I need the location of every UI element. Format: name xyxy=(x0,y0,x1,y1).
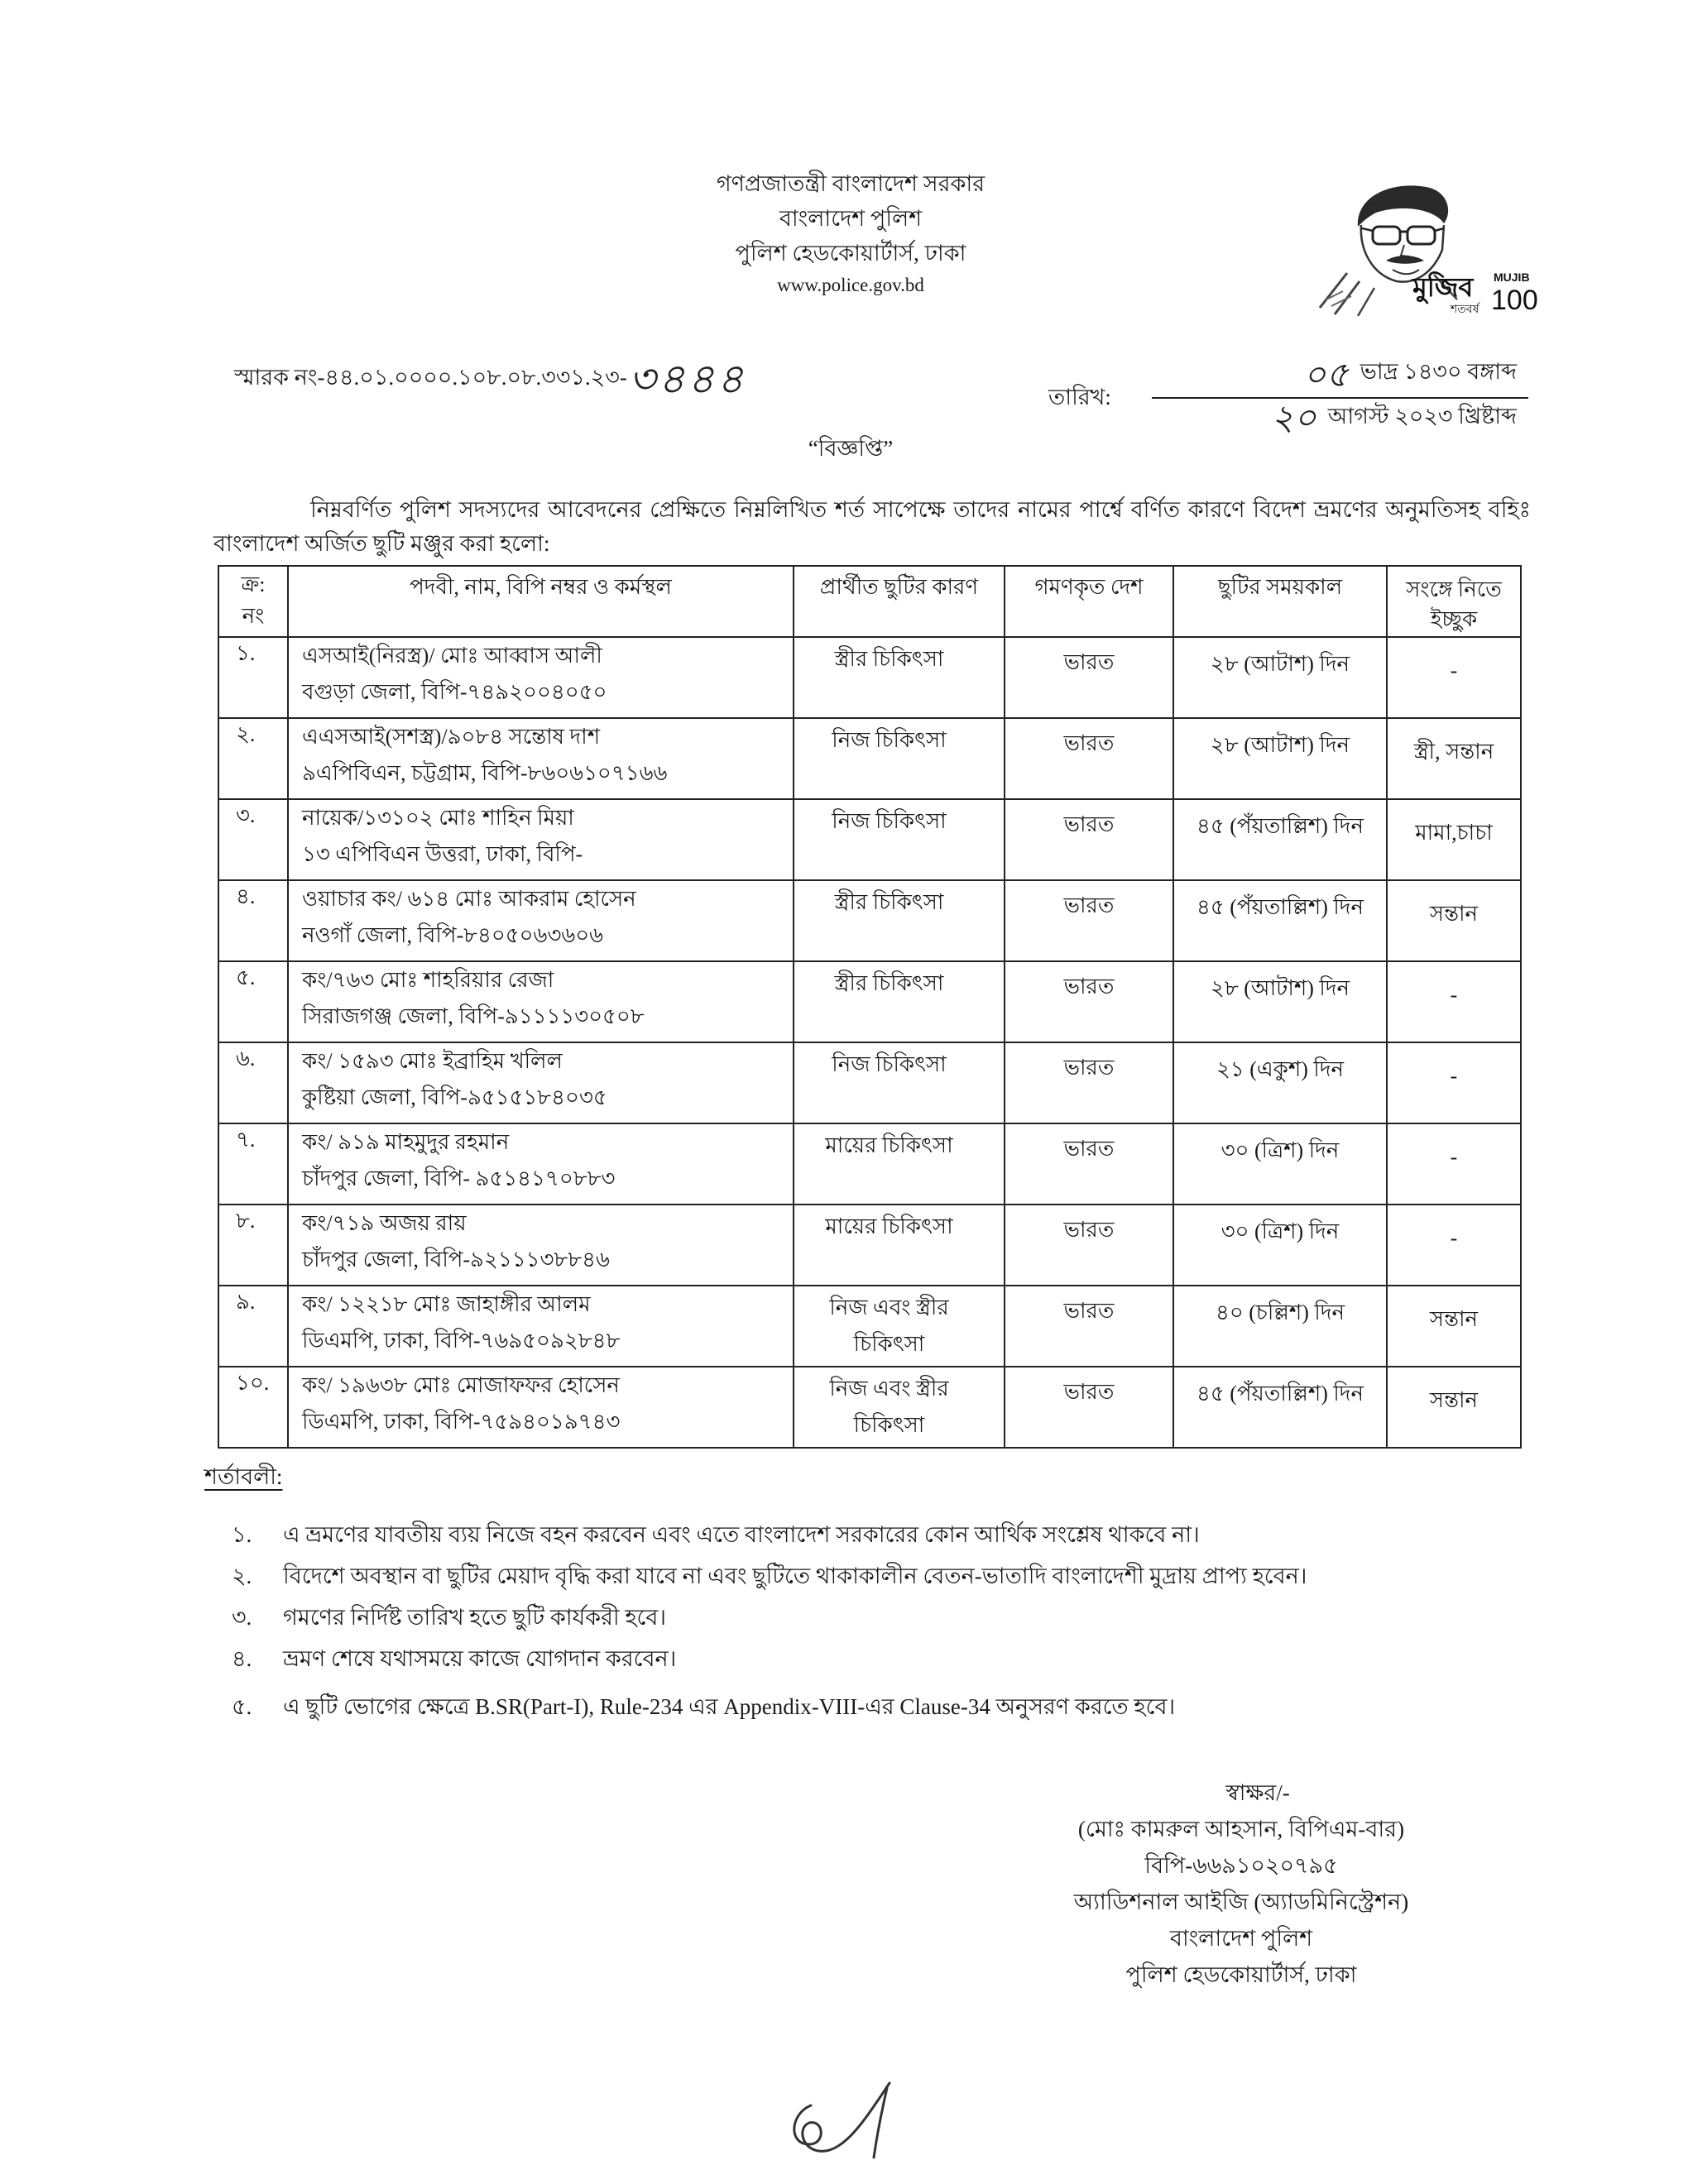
leave-reason: নিজ চিকিৎসা xyxy=(832,809,947,833)
serial-cell xyxy=(218,1286,288,1367)
destination-country: ভারত xyxy=(1063,650,1115,674)
duration-cell xyxy=(1173,718,1387,799)
reason-cell xyxy=(794,1123,1005,1205)
signatory-name: (মোঃ কামরুল আহসান, বিপিএম-বার) xyxy=(1077,1817,1405,1842)
destination-country: ভারত xyxy=(1063,1218,1115,1242)
companions: - xyxy=(1450,1145,1458,1169)
serial-cell xyxy=(218,637,288,718)
bangla-date-day: ০৫ xyxy=(1303,354,1349,395)
destination-country: ভারত xyxy=(1063,731,1115,755)
reason-cell xyxy=(794,880,1005,961)
companion-cell xyxy=(1387,880,1521,961)
unit-bp-number: চাঁদপুর জেলা, বিপি-৯২১১১৩৮৮৪৬ xyxy=(302,1248,610,1272)
country-cell xyxy=(1005,1367,1173,1448)
country-cell xyxy=(1005,1286,1173,1367)
leave-duration: ২১ (একুশ) দিন xyxy=(1216,1057,1345,1081)
companions: সন্তান xyxy=(1429,902,1479,926)
companion-cell xyxy=(1387,1367,1521,1448)
destination-country: ভারত xyxy=(1063,1380,1115,1404)
designation-name: কং/৭৬৩ মোঃ শাহরিয়ার রেজা xyxy=(302,968,554,992)
leave-reason: স্ত্রীর চিকিৎসা xyxy=(834,971,944,995)
bangla-date xyxy=(1152,347,1528,399)
companions: স্ত্রী, সন্তান xyxy=(1413,740,1494,764)
leave-duration: ৪৫ (পঁয়তাল্লিশ) দিন xyxy=(1196,814,1364,838)
table-row xyxy=(218,637,1521,718)
duration-cell xyxy=(1173,637,1387,718)
country-cell xyxy=(1005,1205,1173,1286)
leave-duration: ৩০ (ত্রিশ) দিন xyxy=(1220,1138,1340,1162)
companions: - xyxy=(1450,1226,1458,1250)
reason-cell xyxy=(794,961,1005,1042)
government-name: গণপ্রজাতন্ত্রী বাংলাদেশ সরকার xyxy=(716,171,985,196)
condition-item xyxy=(213,1638,1531,1679)
condition-text: গমণের নির্দিষ্ট তারিখ হতে ছুটি কার্যকরী হবে। xyxy=(283,1605,667,1630)
table-row xyxy=(218,880,1521,961)
leave-reason: স্ত্রীর চিকিৎসা xyxy=(834,647,944,671)
intro-paragraph: নিম্নবর্ণিত পুলিশ সদস্যদের আবেদনের প্রেক্ষিতে নিম্নলিখিত শর্ত সাপেক্ষে তাদের নামের পার্শ্বে বর্ণিত কারণে বিদেশ ভ্রমণের অনুমতিসহ বহিঃ বাংলাদেশ অর্জিত ছুটি মঞ্জুর করা হলো: xyxy=(213,497,1531,556)
serial-cell xyxy=(218,1367,288,1448)
companion-cell xyxy=(1387,637,1521,718)
table-header-row xyxy=(218,566,1521,637)
header-member: পদবী, নাম, বিপি নম্বর ও কর্মস্থল xyxy=(288,566,794,637)
table-row xyxy=(218,718,1521,799)
unit-bp-number: ডিএমপি, ঢাকা, বিপি-৭৬৯৫০৯২৮৪৮ xyxy=(302,1329,621,1353)
reason-cell xyxy=(794,1367,1005,1448)
unit-bp-number: কুষ্টিয়া জেলা, বিপি-৯৫১৫১৮৪০৩৫ xyxy=(302,1085,607,1109)
condition-text: এ ভ্রমণের যাবতীয় ব্যয় নিজে বহন করবেন এবং এতে বাংলাদেশ সরকারের কোন আর্থিক সংশ্লেষ থাকবে না। xyxy=(283,1522,1200,1547)
companion-cell xyxy=(1387,718,1521,799)
leave-reason: নিজ চিকিৎসা xyxy=(832,728,947,752)
member-cell xyxy=(288,1367,794,1448)
leave-approval-table xyxy=(218,565,1522,1449)
duration-cell xyxy=(1173,880,1387,961)
serial-cell xyxy=(218,961,288,1042)
serial-number: ৯. xyxy=(236,1290,256,1314)
companion-cell xyxy=(1387,1042,1521,1123)
table-row xyxy=(218,1042,1521,1123)
duration-cell xyxy=(1173,961,1387,1042)
reason-cell xyxy=(794,718,1005,799)
designation-name: কং/ ১৫৯৩ মোঃ ইব্রাহিম খলিল xyxy=(302,1049,563,1073)
reason-cell xyxy=(794,799,1005,880)
duration-cell xyxy=(1173,1367,1387,1448)
member-cell xyxy=(288,1286,794,1367)
condition-item xyxy=(213,1597,1531,1638)
condition-number: ৪. xyxy=(232,1646,252,1671)
country-cell xyxy=(1005,1042,1173,1123)
duration-cell xyxy=(1173,1042,1387,1123)
serial-number: ৮. xyxy=(236,1209,256,1233)
condition-number: ২. xyxy=(232,1564,252,1588)
leave-reason: নিজ এবং স্ত্রীর চিকিৎসা xyxy=(829,1377,949,1437)
destination-country: ভারত xyxy=(1063,1137,1115,1161)
serial-cell xyxy=(218,718,288,799)
country-cell xyxy=(1005,718,1173,799)
leave-duration: ২৮ (আটাশ) দিন xyxy=(1210,652,1350,676)
conditions-list xyxy=(213,1514,1531,1727)
header-serial-line1: ক্র: xyxy=(241,572,266,596)
serial-cell xyxy=(218,1123,288,1205)
mujib-centenary-logo xyxy=(1310,175,1550,316)
leave-reason: স্ত্রীর চিকিৎসা xyxy=(834,890,944,914)
country-cell xyxy=(1005,637,1173,718)
designation-name: কং/৭১৯ অজয় রায় xyxy=(302,1211,467,1235)
designation-name: এএসআই(সশস্ত্র)/৯০৮৪ সন্তোষ দাশ xyxy=(302,725,601,749)
member-cell xyxy=(288,1123,794,1205)
destination-country: ভারত xyxy=(1063,893,1115,917)
signatory-organization: বাংলাদেশ পুলিশ xyxy=(1169,1926,1313,1951)
date-block xyxy=(1152,347,1528,437)
companion-cell xyxy=(1387,961,1521,1042)
companions: - xyxy=(1450,983,1458,1007)
office-name: পুলিশ হেডকোয়ার্টার্স, ঢাকা xyxy=(735,241,966,266)
handwritten-mark xyxy=(778,2068,910,2167)
companions: সন্তান xyxy=(1429,1388,1479,1412)
logo-title-bn: মুজিব xyxy=(1412,271,1474,303)
serial-number: ১০. xyxy=(236,1371,270,1395)
serial-number: ৭. xyxy=(236,1128,256,1152)
reason-cell xyxy=(794,637,1005,718)
companions: সন্তান xyxy=(1429,1307,1479,1331)
notice-title: “বিজ্ঞপ্তি” xyxy=(808,436,894,461)
designation-name: কং/ ১২২১৮ মোঃ জাহাঙ্গীর আলম xyxy=(302,1292,591,1316)
conditions-heading: শর্তাবলী: xyxy=(204,1464,283,1489)
organization-name: বাংলাদেশ পুলিশ xyxy=(779,206,923,231)
leave-duration: ৪৫ (পঁয়তাল্লিশ) দিন xyxy=(1196,1382,1364,1406)
table-row xyxy=(218,799,1521,880)
unit-bp-number: ১৩ এপিবিএন উত্তরা, ঢাকা, বিপি- xyxy=(302,842,583,866)
english-date xyxy=(1152,399,1528,437)
companion-cell xyxy=(1387,1286,1521,1367)
destination-country: ভারত xyxy=(1063,975,1115,999)
logo-subtitle-bn: শতবর্ষ xyxy=(1451,303,1479,316)
member-cell xyxy=(288,637,794,718)
reason-cell xyxy=(794,1286,1005,1367)
serial-cell xyxy=(218,799,288,880)
signed-mark: স্বাক্ষর/- xyxy=(1225,1780,1290,1805)
unit-bp-number: সিরাজগঞ্জ জেলা, বিপি-৯১১১১৩০৫০৮ xyxy=(302,1004,645,1028)
header-reason: প্রার্থীত ছুটির কারণ xyxy=(794,566,1005,637)
leave-reason: নিজ চিকিৎসা xyxy=(832,1052,947,1076)
unit-bp-number: বগুড়া জেলা, বিপি-৭৪৯২০০৪০৫০ xyxy=(302,680,607,704)
memo-prefix: স্মারক নং-৪৪.০১.০০০০.১০৮.০৮.৩৩১.২৩- xyxy=(234,364,627,390)
companion-cell xyxy=(1387,799,1521,880)
leave-duration: ৩০ (ত্রিশ) দিন xyxy=(1220,1219,1340,1243)
header-country: গমণকৃত দেশ xyxy=(1005,566,1173,637)
designation-name: নায়েক/১৩১০২ মোঃ শাহিন মিয়া xyxy=(302,806,574,830)
companion-cell xyxy=(1387,1123,1521,1205)
header-serial xyxy=(218,566,288,637)
leave-reason: নিজ এবং স্ত্রীর চিকিৎসা xyxy=(829,1296,949,1356)
serial-number: ১. xyxy=(236,641,256,665)
table-body xyxy=(218,637,1521,1448)
member-cell xyxy=(288,799,794,880)
destination-country: ভারত xyxy=(1063,812,1115,836)
bangla-date-rest: ভাদ্র ১৪৩০ বঙ্গাব্দ xyxy=(1360,359,1517,384)
member-cell xyxy=(288,1042,794,1123)
serial-number: ৩. xyxy=(236,803,256,827)
reason-cell xyxy=(794,1042,1005,1123)
serial-number: ৪. xyxy=(236,884,256,908)
logo-title-en: MUJIB xyxy=(1494,271,1530,284)
reason-cell xyxy=(794,1205,1005,1286)
unit-bp-number: ডিএমপি, ঢাকা, বিপি-৭৫৯৪০১৯৭৪৩ xyxy=(302,1410,621,1434)
serial-number: ২. xyxy=(236,722,256,746)
english-date-day: ২০ xyxy=(1271,397,1316,438)
signatory-designation: অ্যাডিশনাল আইজি (অ্যাডমিনিস্ট্রেশন) xyxy=(1073,1889,1409,1914)
country-cell xyxy=(1005,961,1173,1042)
memo-number xyxy=(234,354,746,404)
leave-reason: মায়ের চিকিৎসা xyxy=(825,1214,953,1238)
unit-bp-number: ৯এপিবিএন, চট্টগ্রাম, বিপি-৮৬০৬১০৭১৬৬ xyxy=(302,761,668,785)
serial-number: ৫. xyxy=(236,965,256,989)
website-link[interactable]: www.police.gov.bd xyxy=(777,275,924,295)
destination-country: ভারত xyxy=(1063,1056,1115,1080)
serial-cell xyxy=(218,1205,288,1286)
leave-reason: মায়ের চিকিৎসা xyxy=(825,1133,953,1157)
designation-name: কং/ ১৯৬৩৮ মোঃ মোজাফফর হোসেন xyxy=(302,1373,620,1397)
condition-number: ৫. xyxy=(232,1694,252,1719)
companion-cell xyxy=(1387,1205,1521,1286)
table-row xyxy=(218,1367,1521,1448)
unit-bp-number: নওগাঁ জেলা, বিপি-৮৪০৫০৬৩৬০৬ xyxy=(302,923,604,947)
serial-cell xyxy=(218,1042,288,1123)
header-duration: ছুটির সময়কাল xyxy=(1173,566,1387,637)
condition-text: বিদেশে অবস্থান বা ছুটির মেয়াদ বৃদ্ধি করা যাবে না এবং ছুটিতে থাকাকালীন বেতন-ভাতাদি বাংলাদেশী মুদ্রায় প্রাপ্য হবেন। xyxy=(283,1564,1307,1588)
member-cell xyxy=(288,718,794,799)
condition-item xyxy=(213,1555,1531,1597)
duration-cell xyxy=(1173,1205,1387,1286)
document-body xyxy=(204,493,1531,1727)
english-date-rest: আগস্ট ২০২৩ খ্রিষ্টাব্দ xyxy=(1327,403,1517,429)
duration-cell xyxy=(1173,1123,1387,1205)
designation-name: কং/ ৯১৯ মাহমুদুর রহমান xyxy=(302,1130,510,1154)
member-cell xyxy=(288,961,794,1042)
condition-item xyxy=(213,1686,1531,1727)
serial-number: ৬. xyxy=(236,1046,256,1070)
companions: - xyxy=(1450,1064,1458,1088)
leave-duration: ৪০ (চল্লিশ) দিন xyxy=(1215,1300,1345,1324)
letterhead xyxy=(602,166,1099,300)
header-serial-line2: নং xyxy=(242,604,265,628)
designation-name: ওয়াচার কং/ ৬১৪ মোঃ আকরাম হোসেন xyxy=(302,887,636,911)
duration-cell xyxy=(1173,799,1387,880)
condition-text: ভ্রমণ শেষে যথাসময়ে কাজে যোগদান করবেন। xyxy=(283,1646,677,1671)
header-companion: সংঙ্গে নিতে ইচ্ছুক xyxy=(1387,566,1521,637)
unit-bp-number: চাঁদপুর জেলা, বিপি- ৯৫১৪১৭০৮৮৩ xyxy=(302,1166,616,1190)
companions: মামা,চাচা xyxy=(1415,821,1493,845)
destination-country: ভারত xyxy=(1063,1299,1115,1323)
companions: - xyxy=(1450,659,1458,682)
duration-cell xyxy=(1173,1286,1387,1367)
condition-item xyxy=(213,1514,1531,1555)
designation-name: এসআই(নিরস্ত্র)/ মোঃ আব্বাস আলী xyxy=(302,644,602,668)
leave-duration: ২৮ (আটাশ) দিন xyxy=(1210,976,1350,1000)
condition-text: এ ছুটি ভোগের ক্ষেত্রে B.SR(Part-I), Rule-234 এর Appendix-VIII-এর Clause-34 অনুসরণ করতে হবে। xyxy=(283,1694,1176,1719)
country-cell xyxy=(1005,799,1173,880)
condition-number: ৩. xyxy=(232,1605,252,1630)
table-row xyxy=(218,961,1521,1042)
serial-cell xyxy=(218,880,288,961)
table-row xyxy=(218,1123,1521,1205)
signatory-bp-number: বিপি-৬৬৯১০২০৭৯৫ xyxy=(1144,1853,1338,1878)
table-row xyxy=(218,1286,1521,1367)
country-cell xyxy=(1005,1123,1173,1205)
leave-duration: ২৮ (আটাশ) দিন xyxy=(1210,733,1350,757)
signature-block xyxy=(993,1774,1489,1993)
member-cell xyxy=(288,880,794,961)
leave-duration: ৪৫ (পঁয়তাল্লিশ) দিন xyxy=(1196,895,1364,919)
logo-number: 100 xyxy=(1491,285,1538,316)
signatory-office: পুলিশ হেডকোয়ার্টার্স, ঢাকা xyxy=(1125,1962,1357,1987)
condition-number: ১. xyxy=(232,1522,252,1547)
memo-handwritten-number: ৩৪৪৪ xyxy=(628,355,746,403)
member-cell xyxy=(288,1205,794,1286)
date-label: তারিখ: xyxy=(1048,385,1111,410)
country-cell xyxy=(1005,880,1173,961)
table-row xyxy=(218,1205,1521,1286)
